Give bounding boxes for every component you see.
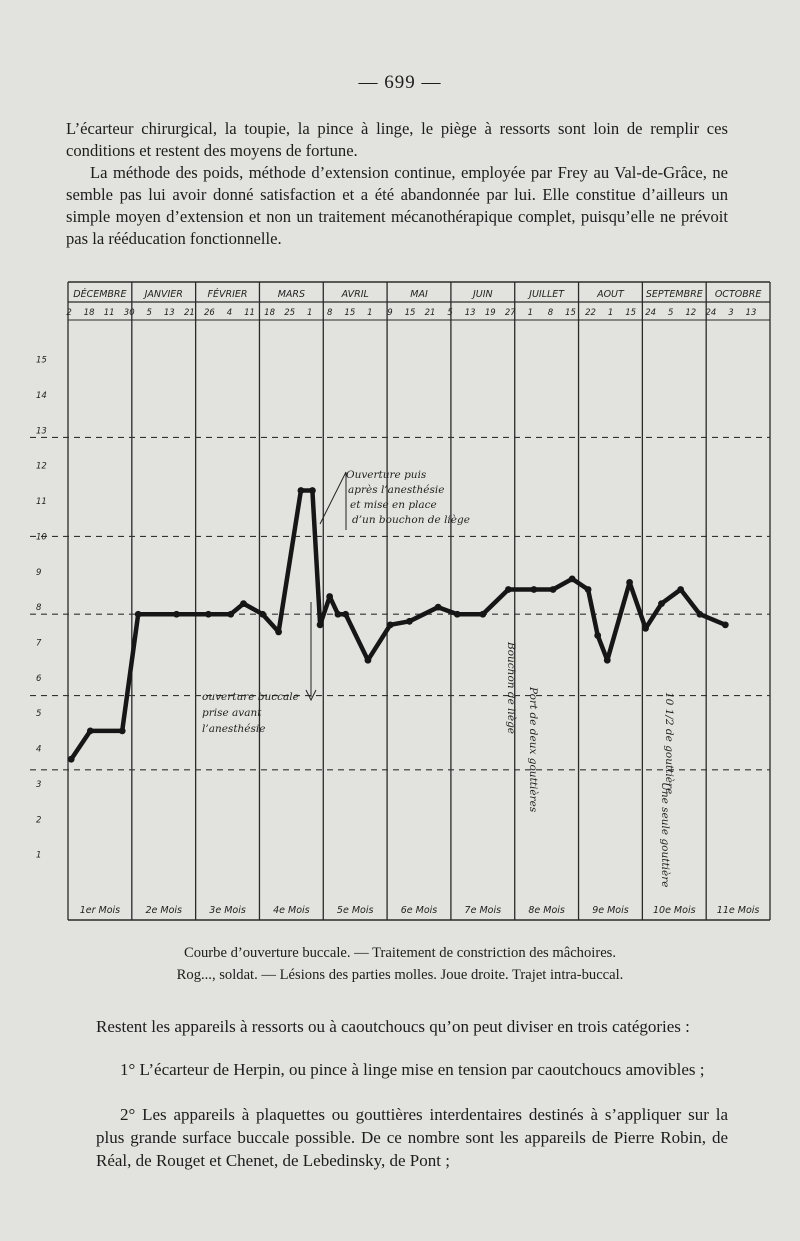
data-point bbox=[530, 586, 537, 593]
data-point bbox=[550, 586, 557, 593]
date-tick-label: 5 bbox=[668, 308, 674, 318]
date-tick-label: 27 bbox=[504, 308, 516, 318]
data-point bbox=[505, 586, 512, 593]
vertical-annotation: Bouchon de liège bbox=[505, 642, 517, 735]
data-point bbox=[309, 487, 316, 494]
month-label: JUIN bbox=[472, 289, 493, 300]
date-tick-label: 8 bbox=[547, 308, 554, 318]
month-label: MAI bbox=[410, 289, 428, 300]
date-tick-label: 3 bbox=[728, 308, 734, 318]
data-point bbox=[259, 611, 266, 618]
date-tick-label: 24 bbox=[645, 308, 657, 318]
date-tick-label: 12 bbox=[685, 308, 697, 318]
footer-month-label: 8e Mois bbox=[528, 905, 565, 916]
footer-month-label: 3e Mois bbox=[209, 905, 246, 916]
data-point bbox=[227, 611, 234, 618]
date-tick-label: 8 bbox=[327, 308, 333, 318]
y-scale-label: 11 bbox=[36, 497, 47, 508]
data-point bbox=[317, 621, 324, 628]
data-point bbox=[658, 600, 665, 607]
date-tick-label: 15 bbox=[404, 308, 416, 318]
vertical-annotation: Port de deux gouttières bbox=[527, 687, 539, 813]
date-tick-label: 15 bbox=[344, 308, 356, 318]
date-tick-label: 25 bbox=[284, 308, 296, 318]
date-tick-label: 2 bbox=[66, 308, 72, 318]
spike-annotation-bottom: prise avant bbox=[202, 707, 262, 719]
data-point bbox=[387, 621, 394, 628]
spike-annotation-top: Ouverture puis bbox=[346, 469, 427, 481]
footer-month-label: 4e Mois bbox=[273, 905, 310, 916]
data-point bbox=[119, 728, 126, 735]
data-point bbox=[365, 657, 372, 664]
date-tick-label: 13 bbox=[464, 308, 476, 318]
y-scale-label: 14 bbox=[36, 391, 47, 402]
paragraph-3: Restent les appareils à ressorts ou à caoutchoucs qu’on peut diviser en trois catégories : bbox=[96, 1017, 690, 1036]
y-scale-label: 10 bbox=[36, 532, 47, 543]
spike-annotation-top: après l’anesthésie bbox=[348, 484, 445, 496]
data-point bbox=[604, 657, 611, 664]
footer-month-label: 1er Mois bbox=[79, 905, 121, 916]
month-label: JANVIER bbox=[144, 289, 183, 300]
data-point bbox=[275, 629, 282, 636]
y-scale-label: 2 bbox=[36, 815, 42, 826]
footer-month-label: 7e Mois bbox=[464, 905, 502, 916]
figure-caption-line-1: Courbe d’ouverture buccale. — Traitement de constriction des mâchoires. bbox=[183, 945, 616, 961]
date-tick-label: 30 bbox=[123, 308, 135, 318]
y-scale-label: 7 bbox=[36, 638, 42, 649]
footer-month-label: 10e Mois bbox=[652, 905, 696, 916]
date-tick-label: 1 bbox=[607, 308, 614, 318]
date-tick-label: 1 bbox=[307, 308, 313, 318]
figure-caption-line-2: Rog..., soldat. — Lésions des parties molles. Joue droite. Trajet intra-buccal. bbox=[176, 967, 624, 983]
data-point bbox=[642, 625, 649, 632]
date-tick-label: 18 bbox=[264, 308, 276, 318]
page-number: — 699 — bbox=[358, 72, 442, 93]
data-point bbox=[205, 611, 212, 618]
data-point bbox=[326, 593, 333, 600]
data-point bbox=[68, 756, 75, 763]
data-point bbox=[454, 611, 461, 618]
paragraph-2: La méthode des poids, méthode d’extension continue, employée par Frey au Val-de-Grâce, ne semble pas lui avoir donné satisfaction et a été abandonnée par lui. Elle constitue d’ailleurs un simple moyen d’extension et non un traitement mécanothérapique complet, puisqu’elle ne prévoit pas la rééducation fonctionnelle. bbox=[66, 163, 728, 248]
date-tick-label: 18 bbox=[83, 308, 95, 318]
date-tick-label: 5 bbox=[146, 308, 152, 318]
mouth-opening-chart bbox=[30, 272, 780, 922]
date-tick-label: 5 bbox=[447, 308, 453, 318]
date-tick-label: 13 bbox=[745, 308, 757, 318]
month-label: FÉVRIER bbox=[207, 289, 248, 300]
data-point bbox=[298, 487, 305, 494]
date-tick-label: 1 bbox=[367, 308, 373, 318]
date-tick-label: 22 bbox=[585, 308, 596, 318]
data-point bbox=[87, 728, 94, 735]
date-tick-label: 15 bbox=[565, 308, 576, 318]
spike-annotation-bottom: ouverture buccale bbox=[202, 691, 299, 703]
data-point bbox=[240, 600, 247, 607]
data-point bbox=[135, 611, 142, 618]
date-tick-label: 26 bbox=[204, 308, 215, 318]
vertical-annotation: Une seule gouttière bbox=[659, 782, 671, 888]
footer-month-label: 5e Mois bbox=[336, 905, 374, 916]
footer-month-label: 6e Mois bbox=[400, 905, 438, 916]
date-tick-label: 24 bbox=[705, 308, 717, 318]
date-tick-label: 19 bbox=[484, 308, 496, 318]
date-tick-label: 1 bbox=[527, 308, 534, 318]
spike-annotation-top: et mise en place bbox=[350, 499, 437, 511]
date-tick-label: 11 bbox=[103, 308, 115, 318]
date-tick-label: 11 bbox=[244, 308, 255, 318]
y-scale-label: 8 bbox=[36, 603, 42, 614]
month-label: OCTOBRE bbox=[714, 289, 762, 300]
list-item-2: 2° Les appareils à plaquettes ou gouttières interdentaires destinés à s’appliquer sur la plus grande surface buccale possible. De ce nombre sont les appareils de Pierre Robin, de Réal, de Rouget et Chenet, de Lebedinsky, de Pont ; bbox=[96, 1105, 728, 1170]
month-label: DÉCEMBRE bbox=[73, 289, 127, 300]
list-item-1: 1° L’écarteur de Herpin, ou pince à linge mise en tension par caoutchoucs amovibles ; bbox=[120, 1060, 705, 1079]
month-label: AOUT bbox=[597, 289, 624, 300]
data-point bbox=[585, 586, 592, 593]
date-tick-label: 4 bbox=[226, 308, 233, 318]
data-point bbox=[569, 575, 576, 582]
y-scale-label: 3 bbox=[36, 779, 42, 790]
date-tick-label: 15 bbox=[625, 308, 637, 318]
data-point bbox=[479, 611, 486, 618]
vertical-annotation: 10 1/2 de gouttière bbox=[663, 692, 675, 795]
date-tick-label: 21 bbox=[183, 308, 195, 318]
month-label: SEPTEMBRE bbox=[645, 289, 703, 300]
data-point bbox=[173, 611, 180, 618]
date-tick-label: 13 bbox=[163, 308, 175, 318]
data-point bbox=[342, 611, 349, 618]
spike-annotation-bottom: l’anesthésie bbox=[202, 723, 266, 735]
spike-annotation-top: d’un bouchon de liège bbox=[352, 514, 470, 526]
data-point bbox=[406, 618, 413, 625]
y-scale-label: 1 bbox=[36, 850, 42, 861]
month-label: MARS bbox=[277, 289, 306, 300]
data-point bbox=[696, 611, 703, 618]
y-scale-label: 9 bbox=[36, 567, 42, 578]
mouth-opening-curve bbox=[71, 491, 725, 760]
y-scale-label: 15 bbox=[36, 355, 47, 366]
data-point bbox=[626, 579, 633, 586]
y-scale-label: 6 bbox=[36, 673, 42, 684]
footer-month-label: 9e Mois bbox=[592, 905, 629, 916]
y-scale-label: 13 bbox=[36, 426, 47, 437]
month-label: JUILLET bbox=[529, 289, 565, 300]
data-point bbox=[435, 604, 442, 611]
y-scale-label: 5 bbox=[36, 709, 42, 720]
y-scale-label: 4 bbox=[36, 744, 42, 755]
data-point bbox=[335, 611, 342, 618]
y-scale-label: 12 bbox=[36, 461, 47, 472]
chart-svg bbox=[30, 272, 780, 922]
footer-month-label: 11e Mois bbox=[716, 905, 760, 916]
paragraph-1: L’écarteur chirurgical, la toupie, la pince à linge, le piège à ressorts sont loin de remplir ces conditions et restent des moyens de fortune. bbox=[66, 119, 728, 160]
date-tick-label: 21 bbox=[424, 308, 436, 318]
data-point bbox=[677, 586, 684, 593]
data-point bbox=[594, 632, 601, 639]
footer-month-label: 2e Mois bbox=[145, 905, 182, 916]
data-point bbox=[722, 621, 729, 628]
date-tick-label: 9 bbox=[387, 308, 393, 318]
month-label: AVRIL bbox=[341, 289, 369, 300]
